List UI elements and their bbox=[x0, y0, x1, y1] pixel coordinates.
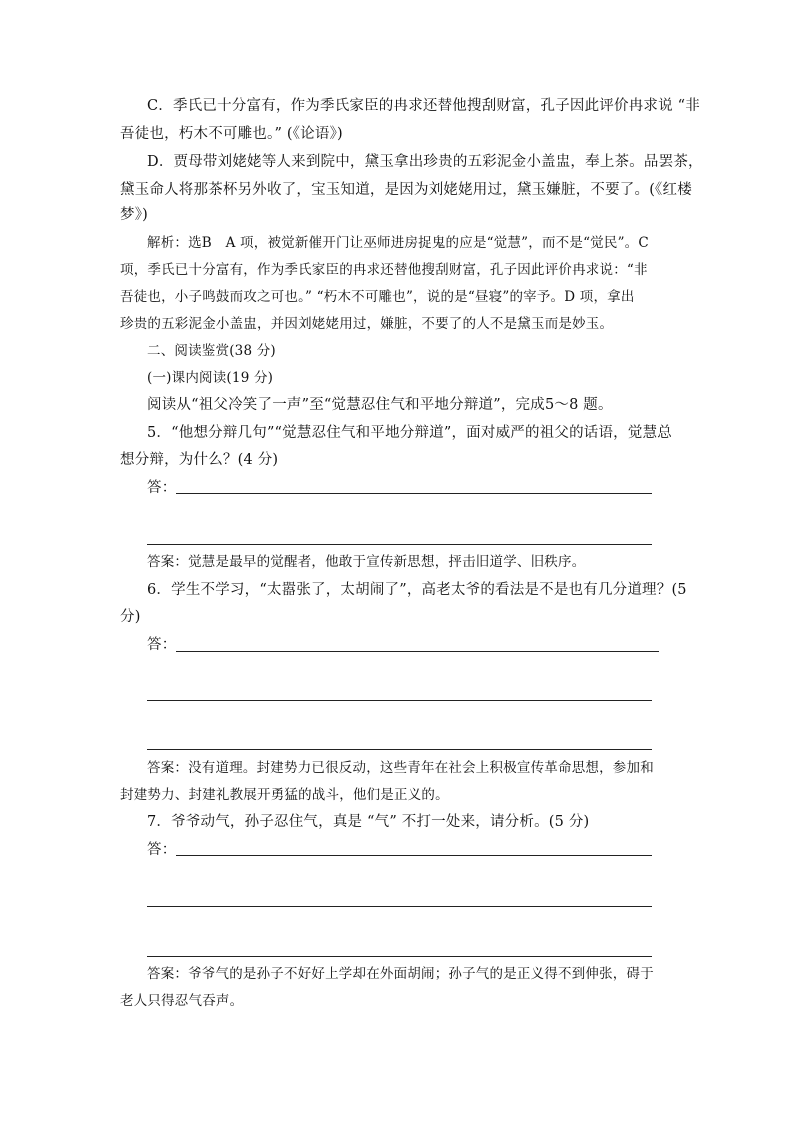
option-c-line-1: C．季氏已十分富有，作为季氏家臣的冉求还替他搜刮财富，孔子因此评价冉求说 “非 bbox=[147, 98, 700, 114]
q6-answer-prompt: 答： bbox=[147, 637, 177, 653]
q5-answer-line-1[interactable] bbox=[176, 493, 652, 494]
question-5-line-2: 想分辩，为什么？(4 分) bbox=[120, 452, 279, 468]
q5-answer-prompt: 答： bbox=[147, 480, 177, 496]
option-d-line-2: 黛玉命人将那茶杯另外收了，宝玉知道，是因为刘姥姥用过，黛玉嫌脏，不要了。(《红楼 bbox=[120, 182, 692, 198]
q7-answer-key-line-1: 答案：爷爷气的是孙子不好好上学却在外面胡闹；孙子气的是正义得不到伸张，碍于 bbox=[147, 966, 654, 982]
option-d-line-3: 梦》) bbox=[120, 207, 149, 223]
q7-answer-key-line-2: 老人只得忍气吞声。 bbox=[120, 993, 244, 1009]
q6-answer-key-line-2: 封建势力、封建礼教展开勇猛的战斗，他们是正义的。 bbox=[120, 787, 449, 803]
explanation-line-1: 解析：选B A 项，被觉新催开门让巫师进房捉鬼的应是“觉慧”，而不是“觉民”。C bbox=[147, 235, 649, 251]
q6-answer-line-1[interactable] bbox=[176, 651, 659, 652]
q5-answer-line-2[interactable] bbox=[147, 544, 652, 545]
q6-answer-key-line-1: 答案：没有道理。封建势力已很反动，这些青年在社会上积极宣传革命思想，参加和 bbox=[147, 760, 654, 776]
q7-answer-line-2[interactable] bbox=[147, 906, 652, 907]
section-subheading: (一)课内阅读(19 分) bbox=[147, 370, 274, 386]
explanation-line-3: 吾徒也，小子鸣鼓而攻之可也。” “朽木不可雕也”，说的是“昼寝”的宰予。D 项，拿出 bbox=[120, 289, 635, 305]
question-6-line-1: 6．学生不学习，“太嚣张了，太胡闹了”，高老太爷的看法是不是也有几分道理？(5 bbox=[147, 582, 687, 598]
explanation-line-2: 项，季氏已十分富有，作为季氏家臣的冉求还替他搜刮财富，孔子因此评价冉求说：“非 bbox=[120, 262, 648, 278]
q6-answer-line-3[interactable] bbox=[147, 749, 652, 750]
q5-answer-key: 答案：觉慧是最早的觉醒者，他敢于宣传新思想，抨击旧道学、旧秩序。 bbox=[147, 554, 586, 570]
option-d-line-1: D．贾母带刘姥姥等人来到院中，黛玉拿出珍贵的五彩泥金小盖盅，奉上茶。品罢茶， bbox=[147, 154, 703, 170]
explanation-line-4: 珍贵的五彩泥金小盖盅，并因刘姥姥用过，嫌脏，不要了的人不是黛玉而是妙玉。 bbox=[120, 316, 614, 332]
question-7-line-1: 7．爷爷动气，孙子忍住气，真是 “气” 不打一处来，请分析。(5 分) bbox=[147, 814, 590, 830]
section-heading: 二、阅读鉴赏(38 分) bbox=[147, 343, 276, 359]
q7-answer-prompt: 答： bbox=[147, 842, 177, 858]
question-6-line-2: 分) bbox=[120, 609, 141, 625]
q6-answer-line-2[interactable] bbox=[147, 700, 652, 701]
q7-answer-line-3[interactable] bbox=[147, 956, 652, 957]
question-5-line-1: 5．“他想分辩几句”“觉慧忍住气和平地分辩道”，面对威严的祖父的话语，觉慧总 bbox=[147, 425, 672, 441]
option-c-line-2: 吾徒也，朽木不可雕也。” (《论语》) bbox=[120, 126, 343, 142]
reading-instruction: 阅读从“祖父冷笑了一声”至“觉慧忍住气和平地分辩道”，完成5～8 题。 bbox=[147, 397, 613, 413]
q7-answer-line-1[interactable] bbox=[176, 855, 652, 856]
